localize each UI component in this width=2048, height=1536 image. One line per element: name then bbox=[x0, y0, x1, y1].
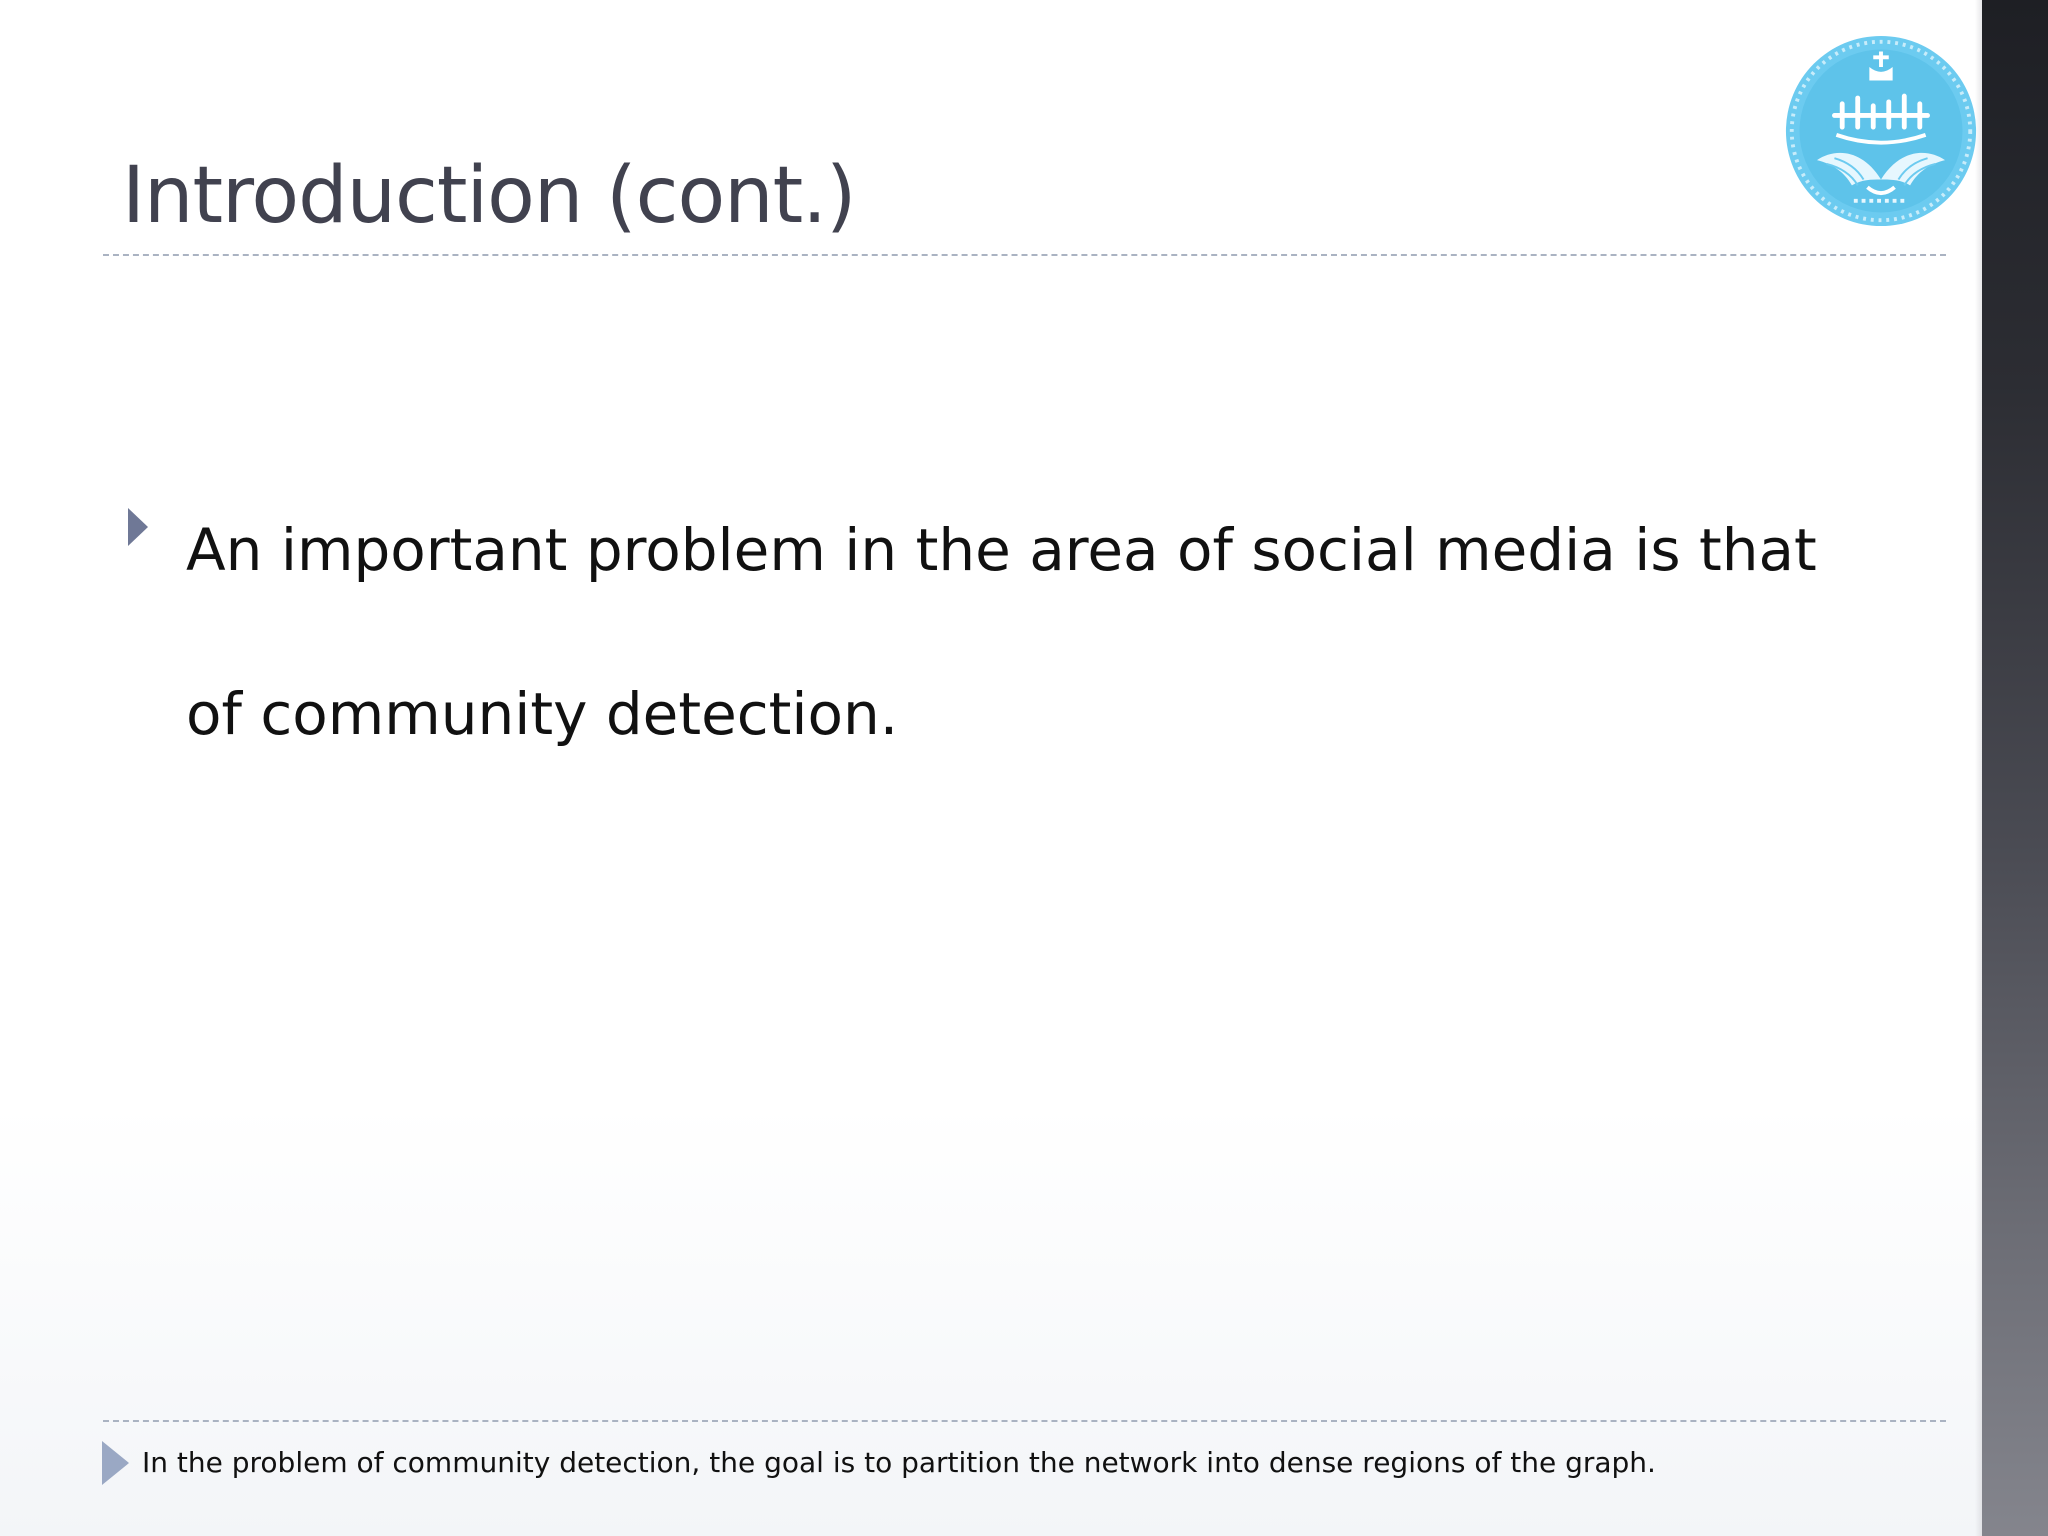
university-seal-icon bbox=[1784, 34, 1978, 228]
footer-note: In the problem of community detection, the goal is to partition the network into dense regions of the graph. bbox=[142, 1446, 1656, 1479]
bullet-arrow-icon bbox=[128, 508, 148, 546]
side-bar bbox=[1982, 0, 2048, 1536]
title-divider bbox=[103, 254, 1946, 256]
footer-divider bbox=[103, 1420, 1946, 1422]
slide-title: Introduction (cont.) bbox=[122, 151, 856, 241]
bullet-text: An important problem in the area of social media is that of community detection. bbox=[186, 516, 1817, 748]
footer-arrow-icon bbox=[102, 1441, 129, 1485]
